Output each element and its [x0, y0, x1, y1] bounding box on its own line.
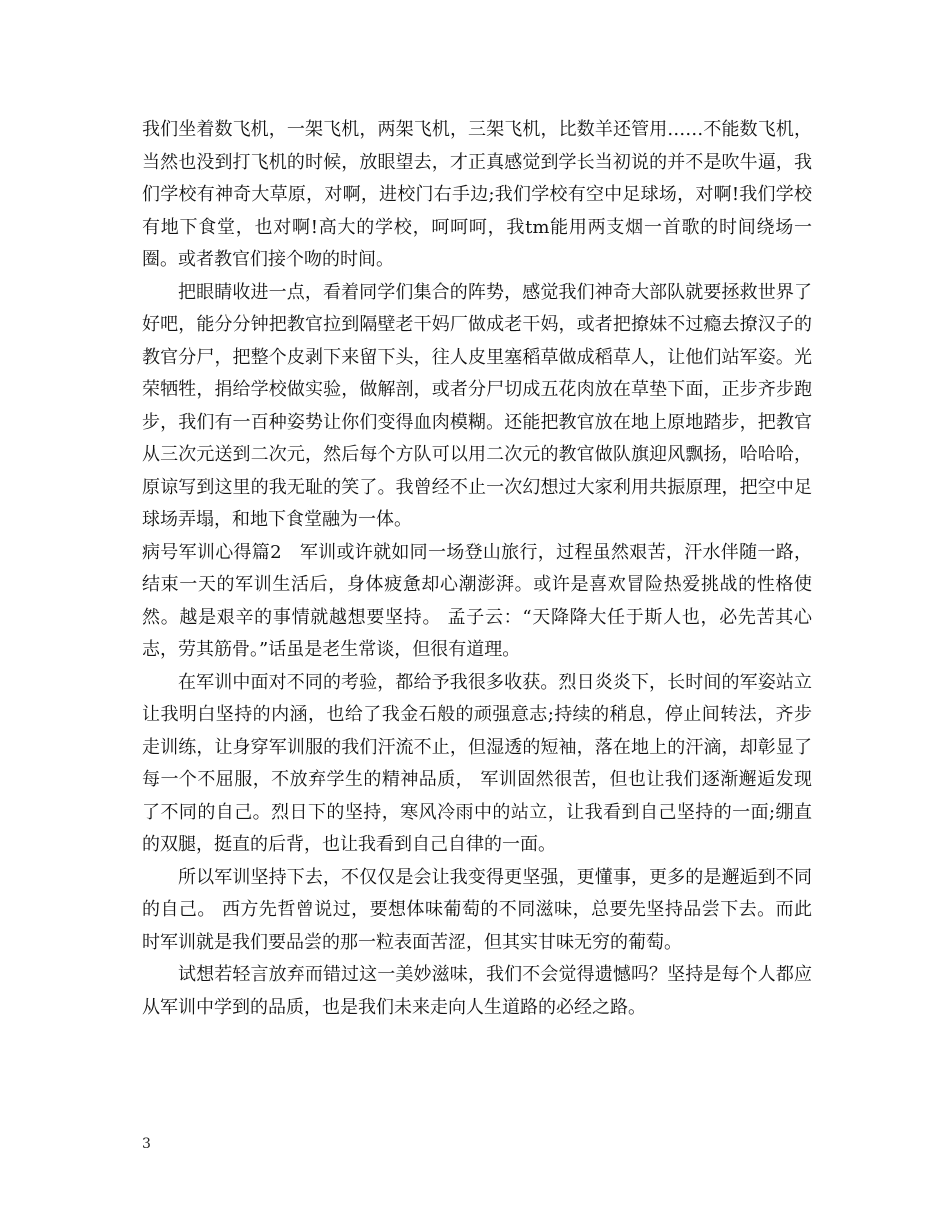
- paragraph-3: 在军训中面对不同的考验，都给予我很多收获。烈日炎炎下，长时间的军姿站立让我明白坚持的内涵，也给了我金石般的顽强意志;持续的稍息，停止间转法，齐步走训练，让身穿军训服的我们汗流不止，但湿透的短袖，落在地上的汗滴，却彰显了每一个不屈服，不放弃学生的精神品质， 军训固然很苦，但也让我们逐渐邂逅发现了不同的自己。烈日下的坚持，寒风冷雨中的站立，让我看到自己坚持的一面;绷直的双腿，挺直的后背，也让我看到自己自律的一面。: [142, 671, 812, 855]
- document-body: [142, 114, 812, 1024]
- page-number: 3: [142, 1136, 151, 1152]
- section-heading: 病号军训心得篇2: [142, 541, 282, 563]
- paragraph-4: 所以军训坚持下去，不仅仅是会让我变得更坚强，更懂事，更多的是邂逅到不同的自己。 西方先哲曾说过，要想体味葡萄的不同滋味，总要先坚持品尝下去。而此时军训就是我们要品尝的那一粒表面苦涩，但其实甘味无穷的葡萄。: [142, 866, 812, 953]
- section-2-intro: [142, 537, 812, 667]
- paragraph-1: 我们坐着数飞机，一架飞机，两架飞机，三架飞机，比数羊还管用……不能数飞机，当然也没到打飞机的时候，放眼望去，才正真感觉到学长当初说的并不是吹牛逼，我们学校有神奇大草原，对啊，进校门右手边;我们学校有空中足球场，对啊!我们学校有地下食堂，也对啊!高大的学校，呵呵呵，我tm能用两支烟一首歌的时间绕场一圈。或者教官们接个吻的时间。: [142, 119, 812, 270]
- section-first-paragraph: 军训或许就如同一场登山旅行，过程虽然艰苦，汗水伴随一路， 结束一天的军训生活后，身体疲惫却心潮澎湃。或许是喜欢冒险热爱挑战的性格使然。越是艰辛的事情就越想要坚持。 孟子云：“天降降大任于斯人也，必先苦其心志，劳其筋骨。”话虽是老生常谈，但很有道理。: [142, 541, 812, 660]
- paragraph-5: 试想若轻言放弃而错过这一美妙滋味，我们不会觉得遗憾吗？坚持是每个人都应从军训中学到的品质，也是我们未来走向人生道路的必经之路。: [142, 964, 812, 1018]
- paragraph-2: 把眼睛收进一点，看着同学们集合的阵势，感觉我们神奇大部队就要拯救世界了好吧，能分分钟把教官拉到隔壁老干妈厂做成老干妈，或者把撩妹不过瘾去撩汉子的教官分尸，把整个皮剥下来留下头，往人皮里塞稻草做成稻草人，让他们站军姿。光荣牺牲，捐给学校做实验，做解剖，或者分尸切成五花肉放在草垫下面，正步齐步跑步，我们有一百种姿势让你们变得血肉模糊。还能把教官放在地上原地踏步，把教官从三次元送到二次元，然后每个方队可以用二次元的教官做队旗迎风飘扬，哈哈哈，原谅写到这里的我无耻的笑了。我曾经不止一次幻想过大家利用共振原理，把空中足球场弄塌，和地下食堂融为一体。: [142, 281, 812, 530]
